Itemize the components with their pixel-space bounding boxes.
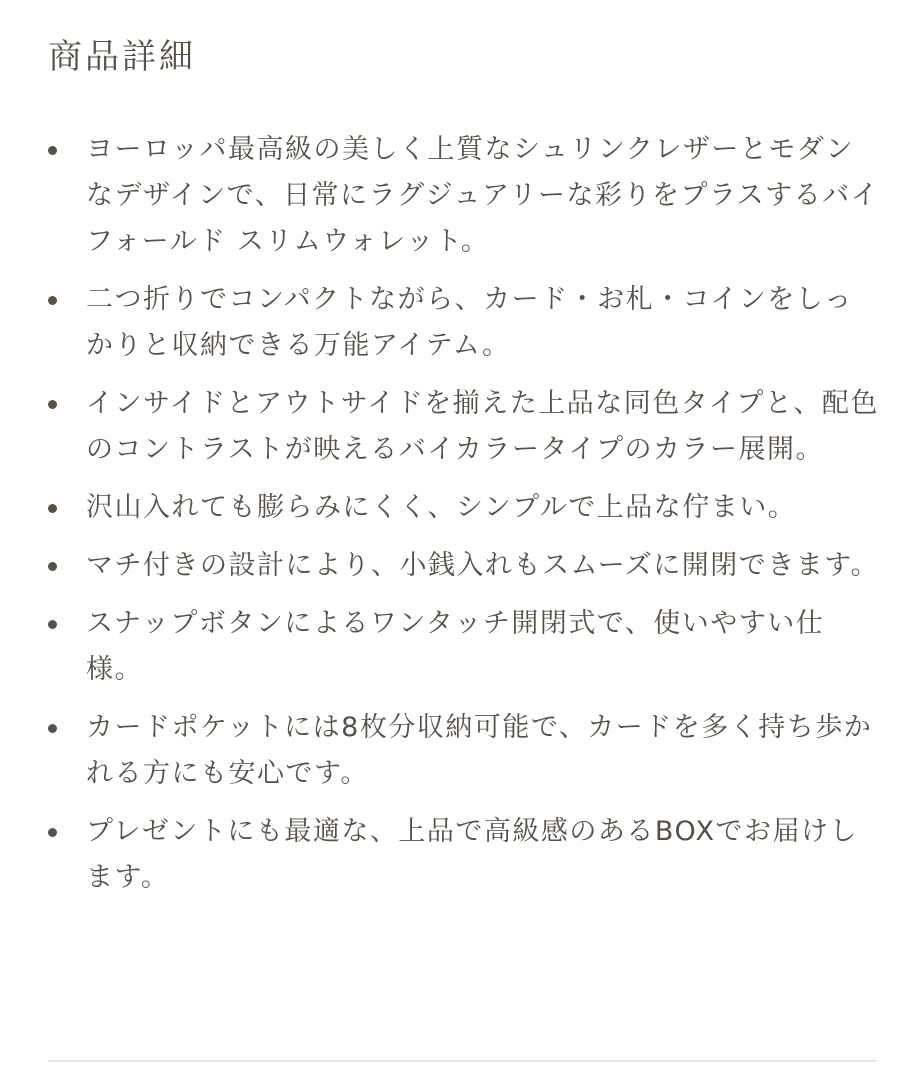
list-item (48, 601, 880, 693)
detail-text: 二つ折りでコンパクトながら、カード・お札・コインをしっかりと収納できる万能アイテム。 (86, 284, 853, 361)
bullet-icon (48, 400, 57, 409)
list-item (48, 127, 880, 265)
detail-text: カードポケットには8枚分収納可能で、カードを多く持ち歩かれる方にも安心です。 (86, 712, 873, 789)
detail-text: ヨーロッパ最高級の美しく上質なシュリンクレザーとモダンなデザインで、日常にラグジュアリーな彩りをプラスするバイフォールド スリムウォレット。 (86, 134, 880, 257)
section-divider (48, 1060, 876, 1062)
bullet-icon (48, 146, 57, 155)
list-item (48, 485, 880, 531)
detail-text: 沢山入れても膨らみにくく、シンプルで上品な佇まい。 (86, 492, 797, 523)
bullet-icon (48, 296, 57, 305)
list-item (48, 705, 880, 797)
detail-text: インサイドとアウトサイドを揃えた上品な同色タイプと、配色のコントラストが映えるバイカラータイプのカラー展開。 (86, 388, 879, 465)
section-title: 商品詳細 (48, 37, 196, 77)
product-detail-list (48, 127, 880, 913)
detail-text: スナップボタンによるワンタッチ開閉式で、使いやすい仕様。 (86, 608, 825, 685)
bullet-icon (48, 620, 57, 629)
detail-text: プレゼントにも最適な、上品で高級感のあるBOXでお届けします。 (86, 816, 858, 893)
list-item (48, 381, 880, 473)
list-item (48, 809, 880, 901)
bullet-icon (48, 828, 57, 837)
bullet-icon (48, 504, 57, 513)
bullet-icon (48, 724, 57, 733)
detail-text: マチ付きの設計により、小銭入れもスムーズに開閉できます。 (86, 550, 880, 581)
bullet-icon (48, 562, 57, 571)
list-item (48, 543, 880, 589)
list-item (48, 277, 880, 369)
